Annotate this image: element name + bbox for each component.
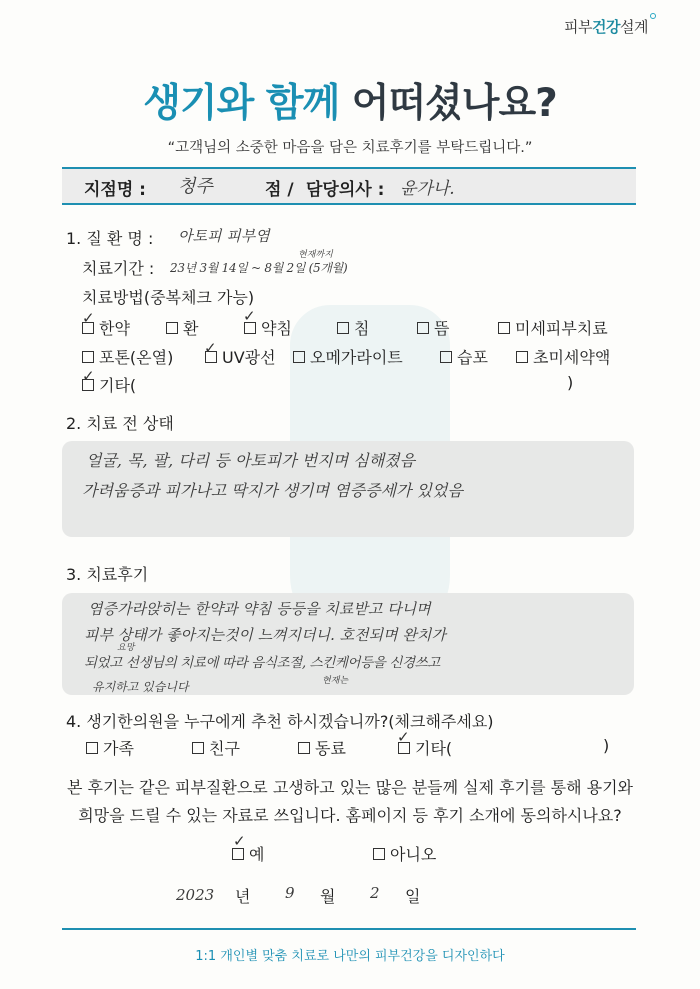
option-moxibustion[interactable]: 뜸 [417, 316, 449, 339]
checkbox-icon[interactable] [417, 322, 429, 334]
q2-title: 2. 치료 전 상태 [66, 414, 174, 433]
recommend-other[interactable]: 기타( [398, 736, 452, 759]
recommend-friend[interactable]: 친구 [192, 736, 240, 759]
q2-answer-line2: 가려움증과 피가나고 딱지가 생기며 염증증세가 있었음 [82, 481, 463, 500]
q3-answer-line1: 염증가라앉히는 한약과 약침 등등을 치료받고 다니며 [88, 600, 431, 618]
option-photon[interactable]: 포톤(온열) [82, 345, 173, 368]
checkbox-icon[interactable] [192, 742, 204, 754]
method-label: 치료방법(중복체크 가능) [82, 288, 255, 307]
checkmark-icon: ✓ [397, 728, 410, 746]
q3-insertion-2: 현재는 [322, 676, 349, 686]
footer-divider [62, 928, 636, 930]
q1-title: 1. 질 환 명 : [66, 229, 154, 248]
date-year[interactable]: 2023 [176, 886, 215, 904]
checkbox-icon[interactable] [293, 351, 305, 363]
checkbox-icon[interactable] [440, 351, 452, 363]
option-omega-light[interactable]: 오메가라이트 [293, 345, 403, 368]
brand-dot-icon [650, 13, 656, 19]
checkbox-icon[interactable] [498, 322, 510, 334]
consent-no[interactable]: 아니오 [373, 842, 436, 865]
date-month[interactable]: 9 [285, 884, 295, 902]
branch-value[interactable]: 청주 [178, 176, 213, 197]
date-day[interactable]: 2 [370, 884, 380, 902]
checkbox-icon[interactable] [166, 322, 178, 334]
checkbox-icon[interactable] [516, 351, 528, 363]
branch-label: 지점명 : [84, 180, 146, 200]
consent-yes[interactable]: 예 [232, 842, 264, 865]
option-pharmacopuncture[interactable]: 약침 [244, 316, 292, 339]
doctor-value[interactable]: 윤가나. [400, 179, 455, 199]
period-value[interactable]: 23년 3월 14일 ~ 8월 2일 (5개월) [170, 261, 348, 275]
option-uv[interactable]: UV광선 [205, 345, 276, 368]
recommend-family[interactable]: 가족 [86, 736, 134, 759]
checkmark-icon: ✓ [233, 832, 246, 850]
q3-answer-line2: 피부 상태가 좋아지는것이 느껴지더니. 호전되며 완치가 [84, 626, 446, 644]
period-label: 치료기간 : [82, 259, 155, 278]
checkmark-icon: ✓ [204, 339, 217, 357]
option-micro-skin[interactable]: 미세피부치료 [498, 316, 608, 339]
checkbox-icon[interactable] [86, 742, 98, 754]
q3-answer-line4: 유지하고 있습니다 [92, 680, 189, 694]
page-title: 생기와 함께 어떠셨나요? [143, 81, 557, 126]
checkmark-icon: ✓ [82, 367, 95, 385]
consent-line2: 희망을 드릴 수 있는 자료로 쓰입니다. 홈페이지 등 후기 소개에 동의하시나요? [78, 806, 622, 825]
q2-answer-line1: 얼굴, 목, 팔, 다리 등 아토피가 번지며 심해졌음 [86, 451, 416, 470]
checkbox-icon[interactable] [337, 322, 349, 334]
option-acupuncture[interactable]: 침 [337, 316, 369, 339]
disease-value[interactable]: 아토피 피부염 [178, 227, 270, 245]
option-pill[interactable]: 환 [166, 316, 198, 339]
q3-title: 3. 치료후기 [66, 565, 149, 584]
brand-logo: 피부건강설계 [564, 16, 648, 37]
checkmark-icon: ✓ [82, 309, 95, 327]
option-compress[interactable]: 습포 [440, 345, 488, 368]
checkbox-icon[interactable] [373, 848, 385, 860]
option-micro-solution[interactable]: 초미세약액 [516, 345, 610, 368]
consent-line1: 본 후기는 같은 피부질환으로 고생하고 있는 많은 분들께 실제 후기를 통해 용기와 [67, 778, 633, 797]
checkbox-icon[interactable] [298, 742, 310, 754]
option-other-close: ) [567, 373, 574, 392]
footer-slogan: 1:1 개인별 맞춤 치료로 나만의 피부건강을 디자인하다 [195, 949, 505, 964]
date-day-unit: 일 [405, 887, 421, 906]
checkmark-icon: ✓ [243, 307, 256, 325]
q3-insertion-1: 요망 [117, 643, 135, 653]
q3-answer-line3: 되었고 선생님의 치료에 따라 음식조절, 스킨케어등을 신경쓰고 [84, 655, 440, 671]
page-subtitle: “고객님의 소중한 마음을 담은 치료후기를 부탁드립니다.” [167, 140, 533, 156]
doctor-label: 담당의사 : [306, 180, 385, 200]
branch-suffix: 점 / [265, 180, 294, 200]
date-year-unit: 년 [235, 887, 251, 906]
recommend-coworker[interactable]: 동료 [298, 736, 346, 759]
recommend-other-close: ) [603, 736, 610, 755]
q4-title: 4. 생기한의원을 누구에게 추천 하시겠습니까?(체크해주세요) [66, 712, 494, 731]
option-herbal[interactable]: 한약 [82, 316, 130, 339]
checkbox-icon[interactable] [82, 351, 94, 363]
option-other[interactable]: 기타( [82, 373, 136, 396]
date-month-unit: 월 [320, 887, 336, 906]
period-note: 현재까지 [298, 250, 333, 260]
